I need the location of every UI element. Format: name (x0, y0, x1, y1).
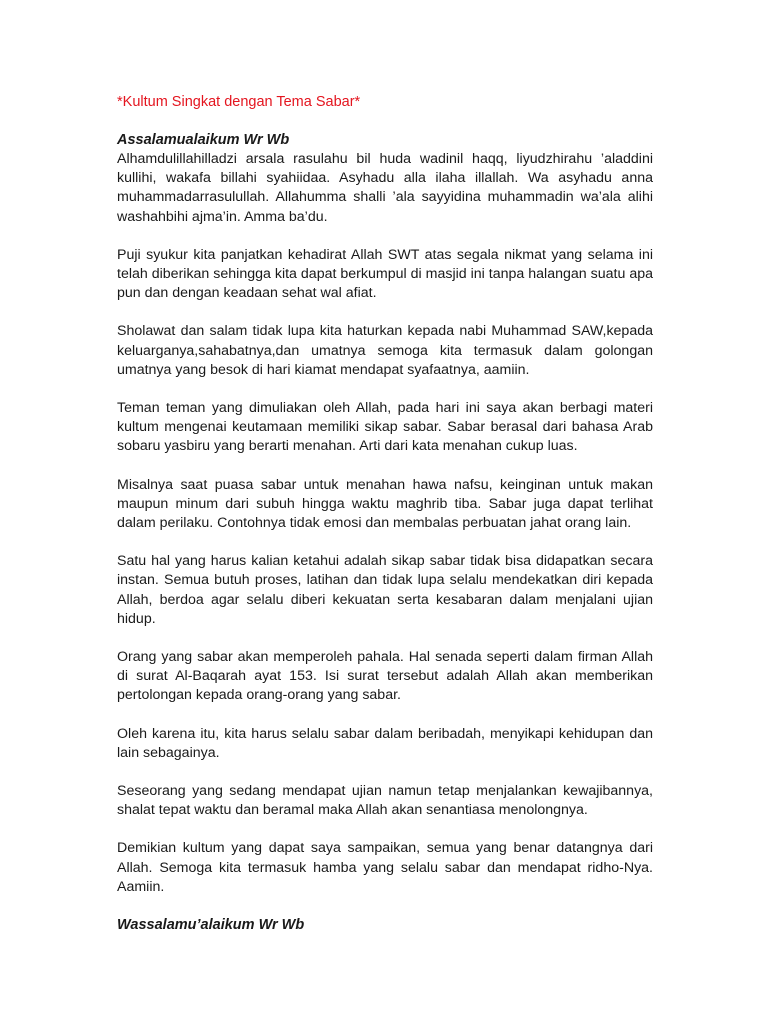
paragraph-conclusion: Demikian kultum yang dapat saya sampaikan, semua yang benar datangnya dari Allah. Semoga kita termasuk hamba yang selalu sabar dan mendapat ridho-Nya. Aamiin. (117, 840, 653, 895)
paragraph-opening-prayer: Alhamdulillahilladzi arsala rasulahu bil huda wadinil haqq, liyudzhirahu ’aladdini kullihi, wakafa billahi syahiidaa. Asyhadu alla ilaha illallah. Wa asyhadu anna muhammadarrasulullah. Allahumma shalli ’ala sayyidina muhammadin wa’ala alihi washahbihi ajma’in. Amma ba’du. (117, 151, 653, 225)
closing-greeting: Wassalamu’alaikum Wr Wb (117, 917, 305, 934)
paragraph-gratitude: Puji syukur kita panjatkan kehadirat Allah SWT atas segala nikmat yang selama ini telah diberikan sehingga kita dapat berkumpul di masjid ini tanpa halangan suatu apa pun dan dengan keadaan sehat wal afiat. (117, 246, 653, 302)
opening-greeting: Assalamualaikum Wr Wb (117, 132, 290, 148)
paragraph-process: Satu hal yang harus kalian ketahui adalah sikap sabar tidak bisa didapatkan secara instan. Semua butuh proses, latihan dan tidak lupa selalu mendekatkan diri kepada Allah, berdoa agar selalu diberi kekuatan serta kesabaran dalam menjalani ujian hidup. (117, 553, 653, 627)
paragraph-reward: Orang yang sabar akan memperoleh pahala. Hal senada seperti dalam firman Allah di surat Al-Baqarah ayat 153. Isi surat tersebut adalah Allah akan memberikan pertolongan kepada orang-orang yang sabar. (117, 649, 653, 704)
document-title: *Kultum Singkat dengan Tema Sabar* (117, 94, 361, 110)
paragraph-example-fasting: Misalnya saat puasa sabar untuk menahan hawa nafsu, keinginan untuk makan maupun minum dari subuh hingga waktu maghrib tiba. Sabar juga dapat terlihat dalam perilaku. Contohnya tidak emosi dan membalas perbuatan jahat orang lain. (117, 476, 653, 532)
paragraph-topic-intro: Teman teman yang dimuliakan oleh Allah, pada hari ini saya akan berbagi materi kultum mengenai keutamaan memiliki sikap sabar. Sabar berasal dari bahasa Arab sobaru yasbiru yang berarti menahan. Arti dari kata menahan cukup luas. (117, 400, 653, 455)
paragraph-trial: Seseorang yang sedang mendapat ujian namun tetap menjalankan kewajibannya, shalat tepat waktu dan beramal maka Allah akan senantiasa menolongnya. (117, 783, 653, 819)
paragraph-sholawat: Sholawat dan salam tidak lupa kita haturkan kepada nabi Muhammad SAW,kepada keluarganya,sahabatnya,dan umatnya semoga kita termasuk dalam golongan umatnya yang besok di hari kiamat mendapat syafaatnya, aamiin. (117, 323, 653, 378)
paragraph-therefore: Oleh karena itu, kita harus selalu sabar dalam beribadah, menyikapi kehidupan dan lain sebagainya. (117, 725, 653, 761)
document-page (117, 93, 653, 935)
